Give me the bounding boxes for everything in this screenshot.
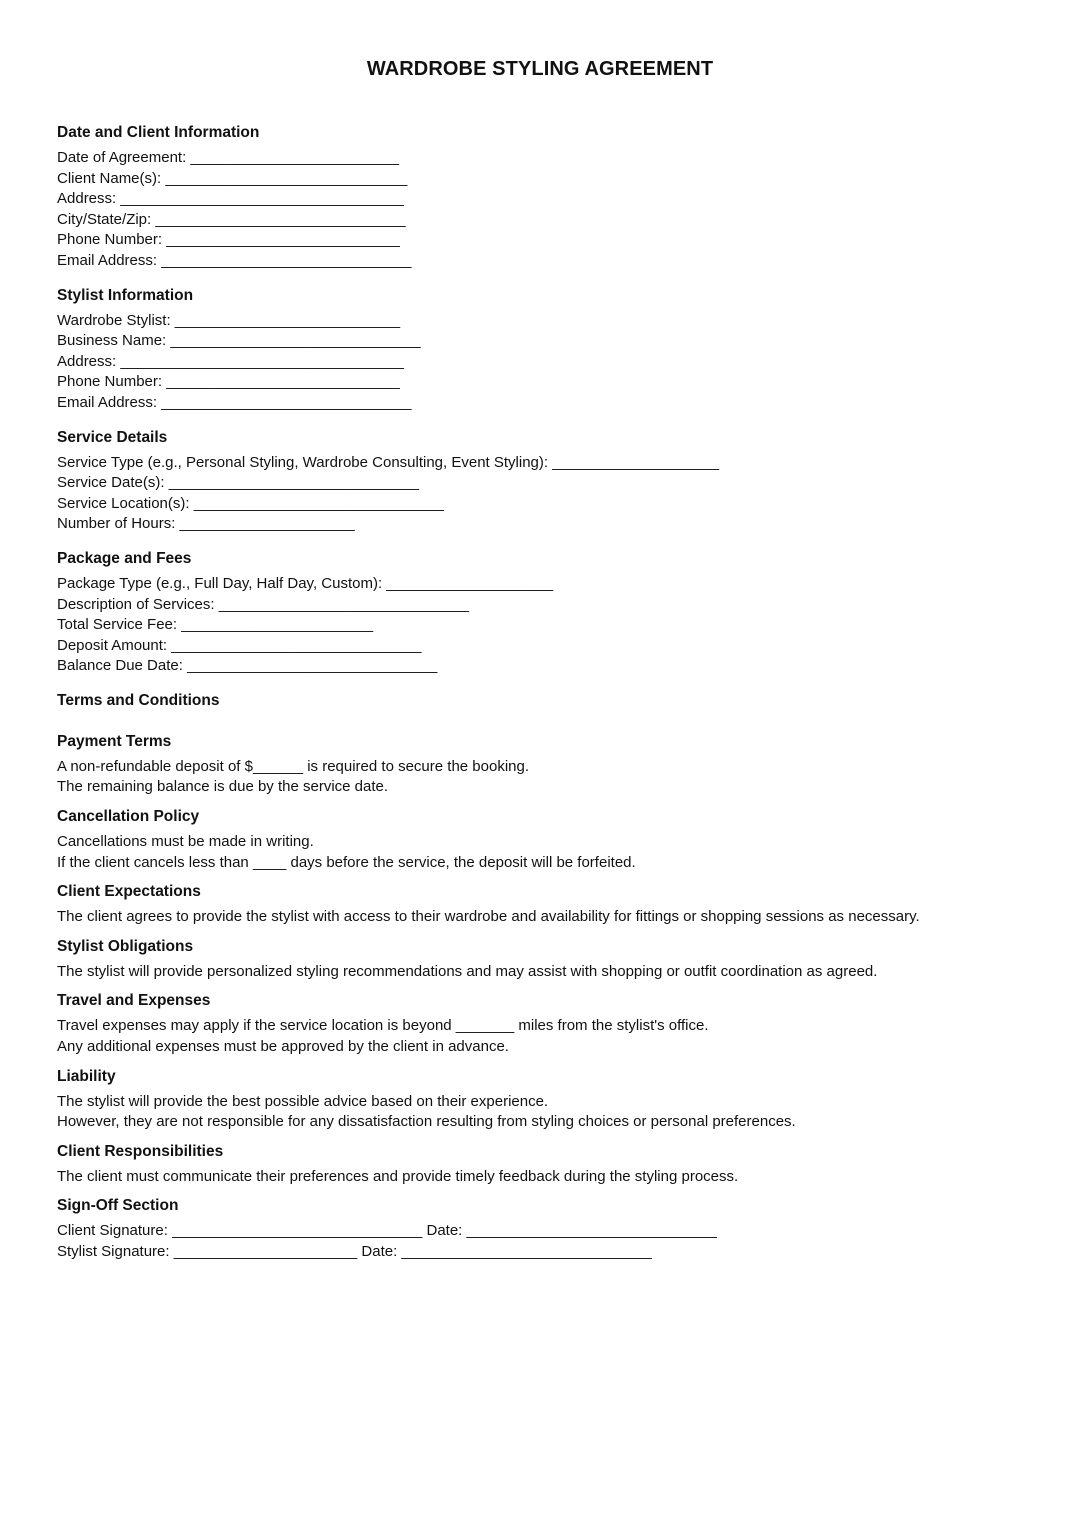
form-field-line[interactable]: Package Type (e.g., Full Day, Half Day, Custom): ____________________ bbox=[57, 574, 554, 592]
form-field-line[interactable]: Phone Number: ____________________________ bbox=[57, 231, 400, 249]
section-heading: Stylist Information bbox=[57, 286, 194, 304]
form-field-line[interactable]: Email Address: ______________________________ bbox=[57, 393, 412, 411]
section-heading: Sign-Off Section bbox=[57, 1197, 179, 1215]
section-heading: Client Expectations bbox=[57, 883, 201, 901]
form-field-line[interactable]: Client Signature: ______________________________ Date: ______________________________ bbox=[57, 1222, 717, 1240]
form-field-line[interactable]: Balance Due Date: ______________________________ bbox=[57, 657, 438, 675]
form-field-line[interactable]: City/State/Zip: ______________________________ bbox=[57, 210, 406, 228]
document-title: WARDROBE STYLING AGREEMENT bbox=[366, 58, 714, 80]
form-field-line[interactable]: Stylist Signature: ______________________ Date: ______________________________ bbox=[57, 1243, 652, 1260]
form-field-line[interactable]: Deposit Amount: ______________________________ bbox=[57, 636, 422, 654]
section-heading: Date and Client Information bbox=[57, 124, 260, 141]
section-client-expectations bbox=[57, 881, 1057, 928]
form-field-line[interactable]: Address: __________________________________ bbox=[57, 352, 404, 370]
section-heading: Stylist Obligations bbox=[57, 937, 194, 955]
section-client-responsibilities bbox=[57, 1141, 1057, 1188]
form-field-line[interactable]: Business Name: ______________________________ bbox=[57, 332, 421, 350]
section-cancellation-policy bbox=[57, 806, 1057, 873]
section-liability bbox=[57, 1066, 1057, 1133]
form-field-line[interactable]: If the client cancels less than ____ days before the service, the deposit will be forfeited. bbox=[57, 853, 636, 871]
text-line: The stylist will provide the best possible advice based on their experience. bbox=[57, 1092, 549, 1110]
section-heading: Terms and Conditions bbox=[57, 691, 220, 709]
section-heading: Travel and Expenses bbox=[57, 992, 211, 1010]
form-field-line[interactable]: Address: __________________________________ bbox=[57, 190, 404, 208]
form-field-line[interactable]: A non-refundable deposit of $______ is required to secure the booking. bbox=[57, 757, 530, 775]
section-heading: Cancellation Policy bbox=[57, 808, 200, 826]
section-stylist-information bbox=[57, 285, 1057, 414]
text-line: Cancellations must be made in writing. bbox=[57, 833, 314, 851]
section-travel-and-expenses bbox=[57, 990, 1057, 1057]
form-field-line[interactable]: Service Type (e.g., Personal Styling, Wardrobe Consulting, Event Styling): ____________________ bbox=[57, 453, 720, 471]
section-heading: Service Details bbox=[57, 428, 168, 446]
form-field-line[interactable]: Service Date(s): ______________________________ bbox=[57, 474, 419, 492]
section-heading: Payment Terms bbox=[57, 732, 172, 750]
form-field-line[interactable]: Description of Services: ______________________________ bbox=[57, 595, 469, 613]
form-field-line[interactable]: Email Address: ______________________________ bbox=[57, 251, 412, 269]
form-field-line[interactable]: Total Service Fee: _______________________ bbox=[57, 616, 374, 634]
form-field-line[interactable]: Phone Number: ____________________________ bbox=[57, 373, 400, 391]
form-field-line[interactable]: Travel expenses may apply if the service location is beyond _______ miles from the stylist's office. bbox=[57, 1017, 709, 1035]
form-field-line[interactable]: Client Name(s): _____________________________ bbox=[57, 169, 408, 187]
section-service-details bbox=[57, 427, 1057, 535]
section-stylist-obligations bbox=[57, 936, 1057, 983]
section-package-and-fees bbox=[57, 548, 1057, 677]
section-sign-off-section bbox=[57, 1195, 1057, 1262]
text-line: The client must communicate their preferences and provide timely feedback during the styling process. bbox=[57, 1167, 739, 1185]
text-line: The client agrees to provide the stylist with access to their wardrobe and availability for fittings or shopping sessions as necessary. bbox=[57, 908, 920, 926]
text-line: However, they are not responsible for any dissatisfaction resulting from styling choices or personal preferences. bbox=[57, 1113, 796, 1131]
section-heading: Package and Fees bbox=[57, 549, 192, 567]
section-heading: Client Responsibilities bbox=[57, 1142, 224, 1160]
text-line: The stylist will provide personalized styling recommendations and may assist with shopping or outfit coordination as agreed. bbox=[57, 962, 878, 980]
form-field-line[interactable]: Number of Hours: _____________________ bbox=[57, 515, 355, 533]
form-field-line[interactable]: Service Location(s): ______________________________ bbox=[57, 494, 444, 512]
section-terms-and-conditions bbox=[57, 690, 1057, 711]
form-field-line[interactable]: Date of Agreement: _________________________ bbox=[57, 149, 399, 166]
form-field-line[interactable]: Wardrobe Stylist: ___________________________ bbox=[57, 311, 401, 329]
section-payment-terms bbox=[57, 731, 1057, 798]
section-heading: Liability bbox=[57, 1067, 116, 1085]
text-line: The remaining balance is due by the service date. bbox=[57, 778, 389, 796]
text-line: Any additional expenses must be approved by the client in advance. bbox=[57, 1038, 509, 1056]
section-date-and-client-information bbox=[57, 122, 1057, 272]
agreement-body bbox=[57, 122, 1057, 1263]
